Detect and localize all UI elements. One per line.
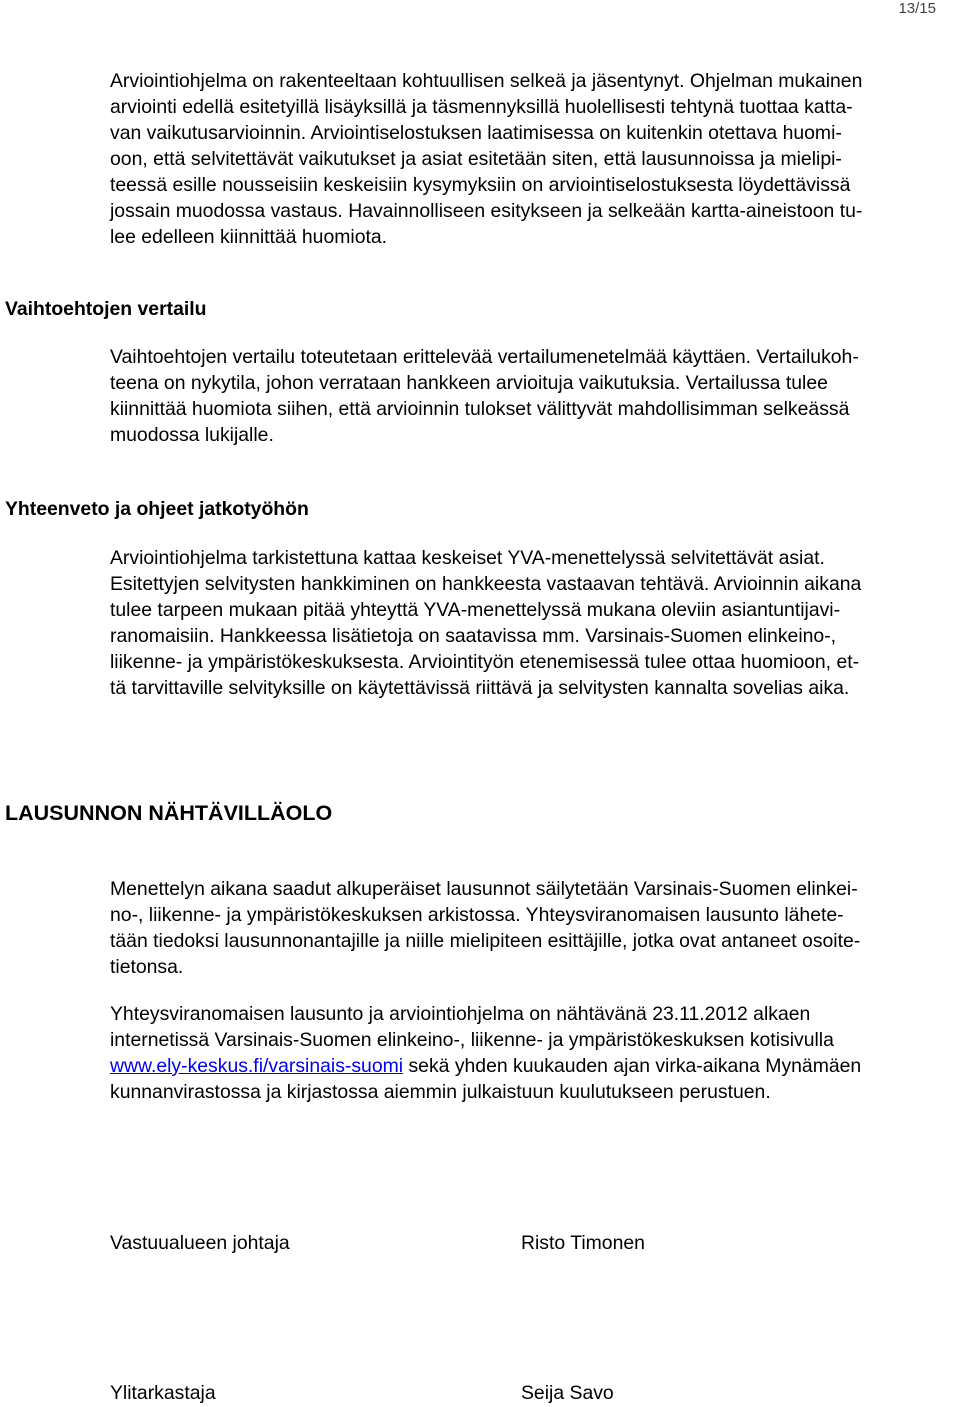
text-line: teessä esille nousseisiin keskeisiin kysymyksiin on arviointiselostuksesta löydettävissä [110,174,851,196]
section-heading-alternatives: Vaihtoehtojen vertailu [5,298,207,320]
text-line: tulee tarpeen mukaan pitää yhteyttä YVA-menettelyssä mukana oleviin asiantuntijavi- [110,599,841,621]
text-line: oon, että selvitettävät vaikutukset ja asiat esitetään siten, että lausunnoissa ja mielipi- [110,148,842,170]
signature-title-2: Ylitarkastaja [110,1382,216,1404]
text-line: Menettelyn aikana saadut alkuperäiset lausunnot säilytetään Varsinais-Suomen elinkei- [110,878,858,900]
text-line: arviointi edellä esitetyillä lisäyksillä ja täsmennyksillä huolellisesti tehtynä tuottaa katta- [110,96,853,118]
text-line: tietonsa. [110,956,184,978]
display-paragraph-2 [110,1001,940,1105]
text-line: Arviointiohjelma tarkistettuna kattaa keskeiset YVA-menettelyssä selvitettävät asiat. [110,547,825,569]
section-heading-display: LAUSUNNON NÄHTÄVILLÄOLO [5,801,333,825]
text-line: muodossa lukijalle. [110,424,274,446]
text-line: ranomaisiin. Hankkeessa lisätietoja on saatavissa mm. Varsinais-Suomen elinkeino-, [110,625,837,647]
text-line-with-link [110,1053,940,1079]
text-line: jossain muodossa vastaus. Havainnolliseen esitykseen ja selkeään kartta-aineistoon tu- [110,200,863,222]
text-line: Yhteysviranomaisen lausunto ja arviointiohjelma on nähtävänä 23.11.2012 alkaen [110,1003,811,1025]
section-heading-summary: Yhteenveto ja ohjeet jatkotyöhön [5,498,309,520]
text-line: kiinnittää huomiota siihen, että arvioinnin tulokset välittyvät mahdollisimman selkeässä [110,398,850,420]
text-line: liikenne- ja ympäristökeskuksesta. Arviointityön etenemisessä tulee ottaa huomioon, et- [110,651,860,673]
text-line: van vaikutusarvioinnin. Arviointiselostuksen laatimisessa on kuitenkin otettava huomi- [110,122,842,144]
text-line: tään tiedoksi lausunnonantajille ja niille mielipiteen esittäjille, jotka ovat antaneet osoite- [110,930,861,952]
text-line: teena on nykytila, johon verrataan hankkeen arvioituja vaikutuksia. Vertailussa tulee [110,372,828,394]
intro-paragraph [110,68,940,250]
text-line: lee edelleen kiinnittää huomiota. [110,226,388,248]
page-number: 13/15 [898,0,936,17]
signature-title-1: Vastuualueen johtaja [110,1232,290,1254]
text-line: Vaihtoehtojen vertailu toteutetaan erittelevää vertailumenetelmää käyttäen. Vertailukoh- [110,346,859,368]
text-line: tä tarvittaville selvityksille on käytettävissä riittävä ja selvitysten kannalta sovelias aika. [110,677,850,699]
text-line: internetissä Varsinais-Suomen elinkeino-, liikenne- ja ympäristökeskuksen kotisivulla [110,1029,834,1051]
signature-name-2: Seija Savo [521,1382,614,1404]
display-paragraph-1 [110,876,940,980]
summary-paragraph [110,545,940,701]
text-line: kunnanvirastossa ja kirjastossa aiemmin julkaistuun kuulutukseen perustuen. [110,1081,771,1103]
alternatives-paragraph [110,344,940,448]
signature-name-1: Risto Timonen [521,1232,645,1254]
text-line: no-, liikenne- ja ympäristökeskuksen arkistossa. Yhteysviranomaisen lausunto lähete- [110,904,844,926]
text-line: Esitettyjen selvitysten hankkiminen on hankkeesta vastaavan tehtävä. Arvioinnin aikana [110,573,862,595]
ely-keskus-link[interactable]: www.ely-keskus.fi/varsinais-suomi [110,1055,404,1077]
text-fragment: sekä yhden kuukauden ajan virka-aikana Mynämäen [403,1055,862,1077]
text-line: Arviointiohjelma on rakenteeltaan kohtuullisen selkeä ja jäsentynyt. Ohjelman mukainen [110,70,863,92]
